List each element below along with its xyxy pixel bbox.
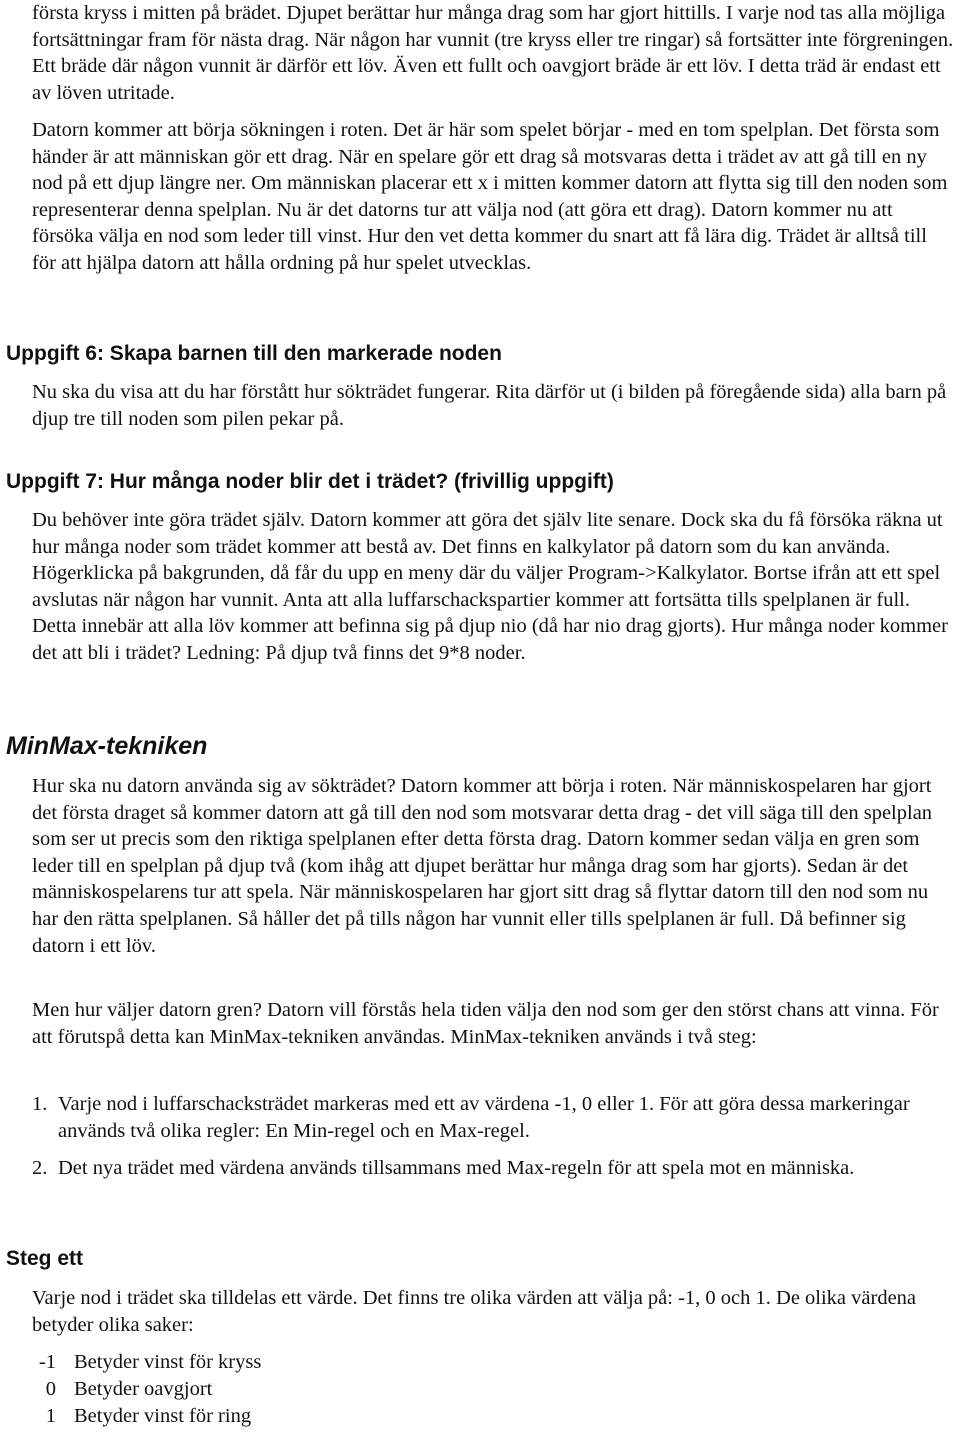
intro-paragraph-1: första kryss i mitten på brädet. Djupet berättar hur många drag som har gjort hittills. I varje nod tas alla möjliga fortsättningar fram för nästa drag. När någon har vunnit (tre kryss eller tre ringar) så fortsätter inte förgreningen. Ett bräde där någon vunnit är därför ett löv. Även ett fullt och oavgjort bräde är ett löv. I detta träd är endast ett av löven utritade. [32, 2, 954, 104]
value-meaning: Betyder oavgjort [74, 1378, 213, 1400]
step1-heading: Steg ett [6, 1247, 84, 1270]
list-item-text: Det nya trädet med värdena används tillsammans med Max-regeln för att spela mot en människa. [58, 1157, 855, 1179]
list-item-step-1 [32, 1091, 932, 1144]
task6-body: Nu ska du visa att du har förstått hur sökträdet fungerar. Rita därför ut (i bilden på föregående sida) alla barn på djup tre till noden som pilen pekar på. [32, 381, 947, 430]
list-item-step-2 [32, 1155, 932, 1182]
value-number: 0 [45, 1378, 56, 1400]
list-item-text: Varje nod i luffarschacksträdet markeras med ett av värdena -1, 0 eller 1. För att göra dessa markeringar används två olika regler: En Min-regel och en Max-regel. [58, 1093, 910, 1142]
intro-paragraph-2: Datorn kommer att börja sökningen i roten. Det är här som spelet börjar - med en tom spelplan. Det första som händer är att människan gör ett drag. När en spelare gör ett drag så motsvaras detta i trädet av att gå till en ny nod på ett djup längre ner. Om människan placerar ett x i mitten kommer datorn att flytta sig till den noden som representerar denna spelplan. Nu är det datorns tur att välja nod (att göra ett drag). Datorn kommer nu att försöka välja en nod som leder till vinst. Hur den vet detta kommer du snart att få lära dig. Trädet är alltså till för att hjälpa datorn att hålla ordning på hur spelet utvecklas. [32, 119, 948, 274]
list-item-number: 1. [32, 1093, 48, 1115]
value-row [32, 1376, 632, 1402]
task7-body: Du behöver inte göra trädet själv. Datorn kommer att göra det själv lite senare. Dock ska du få försöka räkna ut hur många noder som trädet kommer att bestå av. Det finns en kalkylator på datorn som du kan använda. Högerklicka på bakgrunden, då får du upp en meny där du väljer Program->Kalkylator. Bortse ifrån att ett spel avslutas när någon har vunnit. Anta att alla luffarschackspartier kommer att fortsätta tills spelplanen är full. Detta innebär att alla löv kommer att befinna sig på djup nio (då har nio drag gjorts). Hur många noder kommer det att bli i trädet? Ledning: På djup två finns det 9*8 noder. [32, 509, 948, 664]
minmax-paragraph-1: Hur ska nu datorn använda sig av sökträdet? Datorn kommer att börja i roten. När människospelaren har gjort det första draget så kommer datorn att gå till den nod som motsvarar detta drag - det vill säga till den spelplan som ser ut precis som den riktiga spelplanen efter detta första drag. Datorn kommer sedan välja en gren som leder till en spelplan på djup två (kom ihåg att djupet berättar hur många drag som har gjorts). Sedan är det människospelarens tur att spela. När människospelaren har gjort sitt drag så flyttar datorn till den nod som nu har den rätta spelplanen. Så håller det på tills någon har vunnit eller tills spelplanen är full. Då befinner sig datorn i ett löv. [32, 775, 933, 957]
step1-body: Varje nod i trädet ska tilldelas ett värde. Det finns tre olika värden att välja på: -1, 0 och 1. De olika värdena betyder olika saker: [32, 1287, 917, 1336]
minmax-heading: MinMax-tekniken [6, 732, 208, 760]
value-row [32, 1349, 632, 1375]
list-item-number: 2. [32, 1157, 48, 1179]
value-meaning: Betyder vinst för ring [74, 1405, 252, 1427]
value-meaning: Betyder vinst för kryss [74, 1351, 262, 1373]
task7-heading: Uppgift 7: Hur många noder blir det i trädet? (frivillig uppgift) [6, 470, 614, 493]
value-number: -1 [38, 1351, 56, 1373]
value-row [32, 1403, 632, 1429]
value-number: 1 [45, 1405, 56, 1427]
minmax-paragraph-2: Men hur väljer datorn gren? Datorn vill förstås hela tiden välja den nod som ger den störst chans att vinna. För att förutspå detta kan MinMax-tekniken användas. MinMax-tekniken används i två steg: [32, 999, 939, 1048]
task6-heading: Uppgift 6: Skapa barnen till den markerade noden [6, 342, 502, 365]
